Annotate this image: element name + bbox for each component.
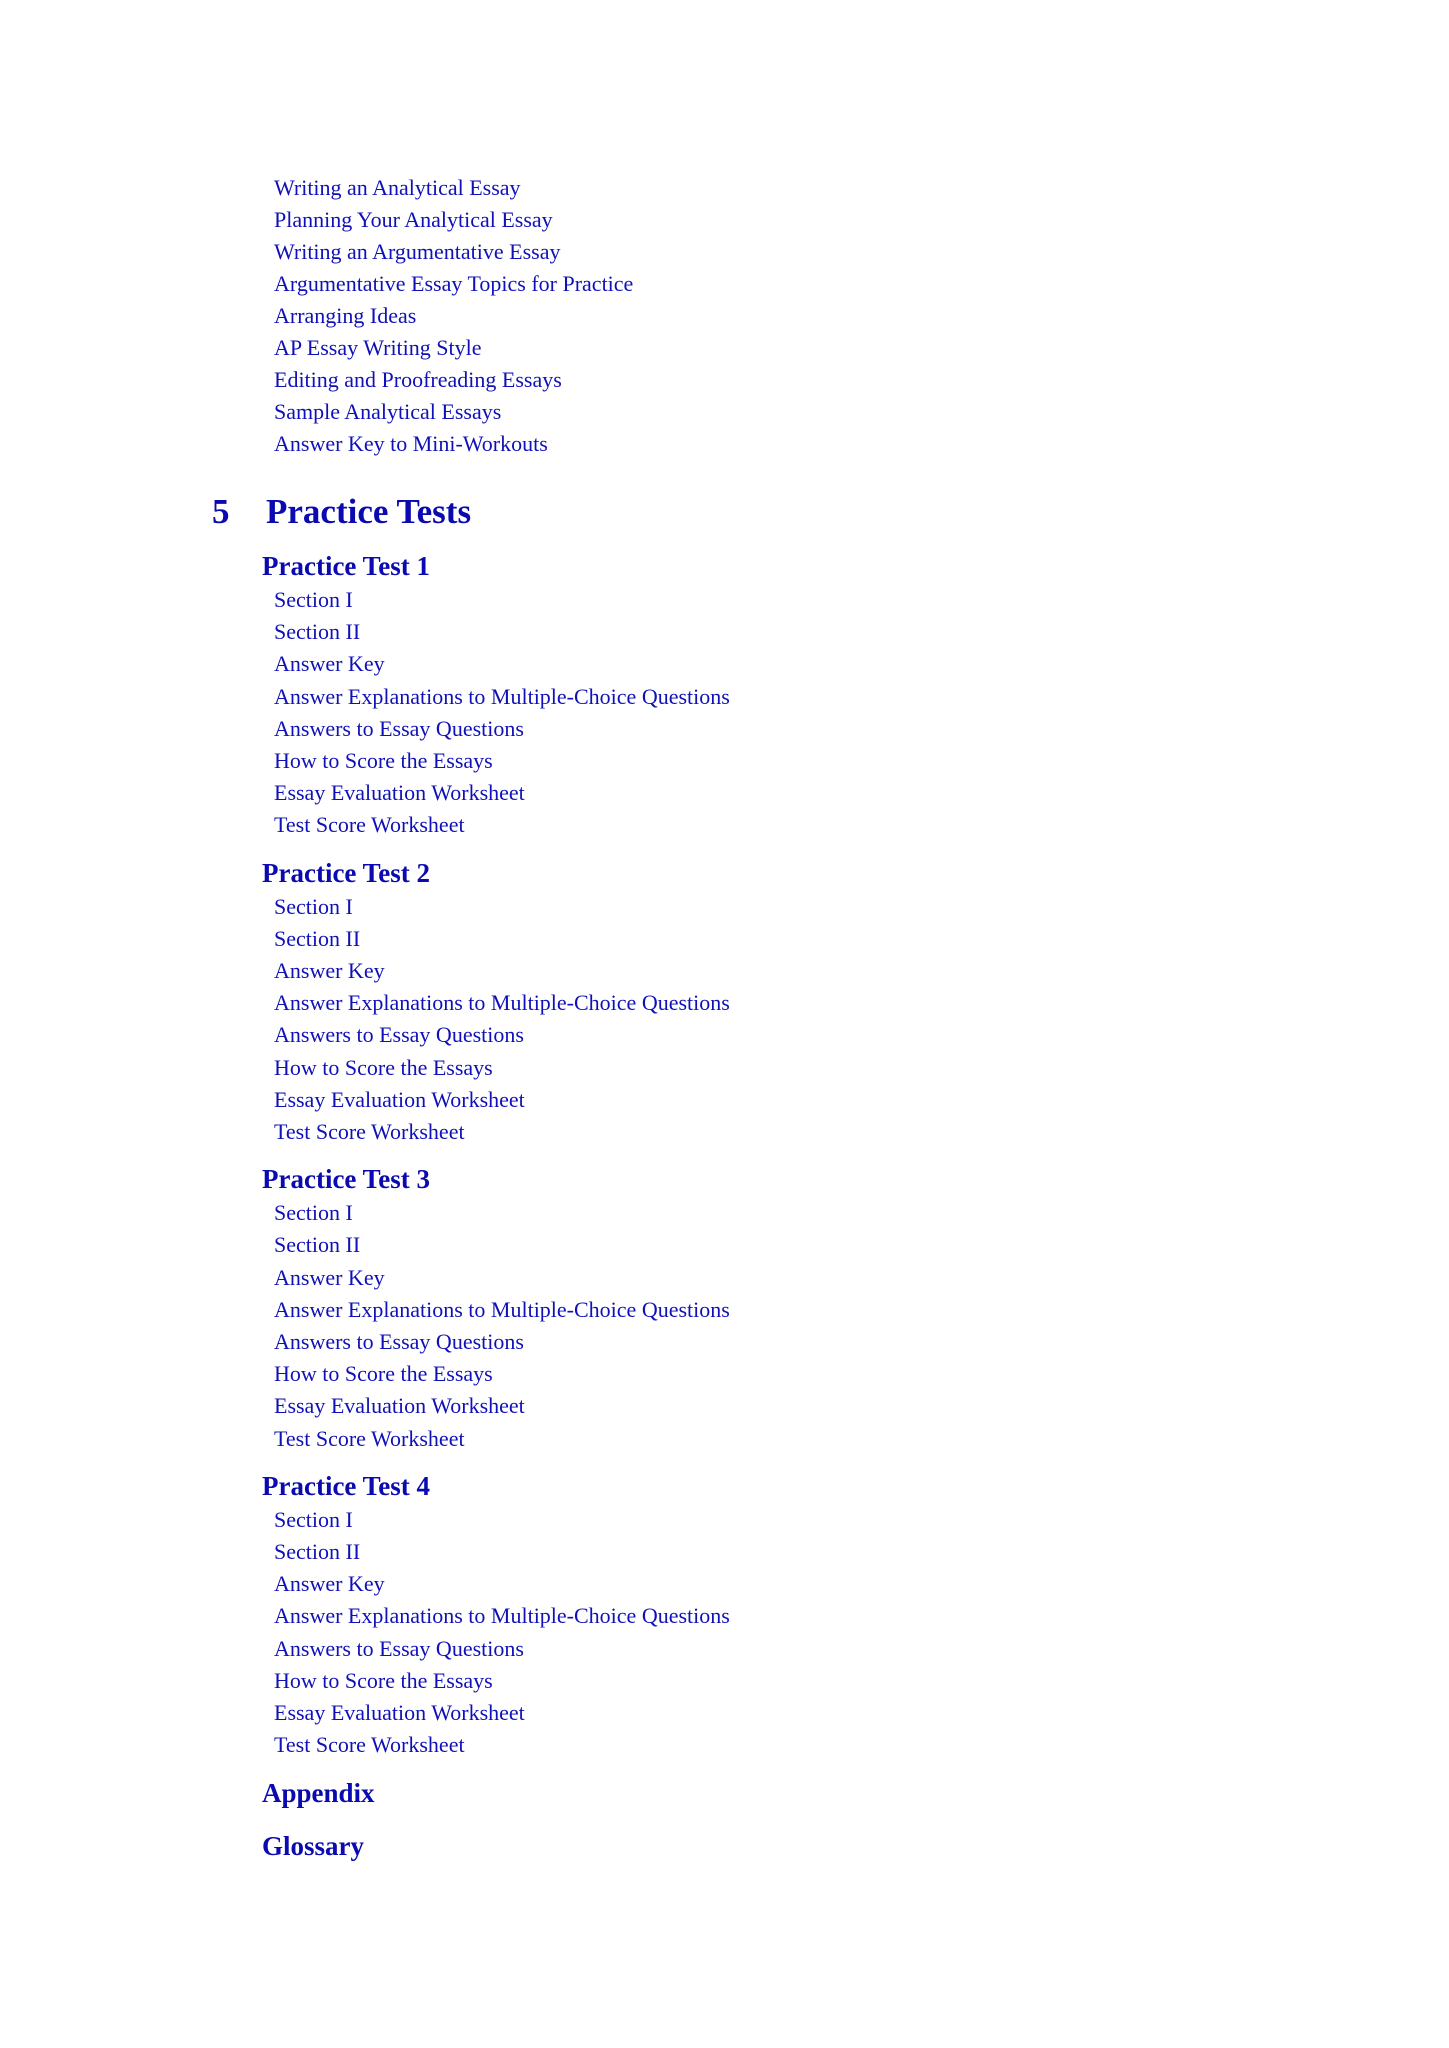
toc-link[interactable]: Answer Key to Mini-Workouts	[274, 431, 548, 456]
toc-link[interactable]: Answer Key	[274, 1571, 385, 1597]
toc-link[interactable]: Test Score Worksheet	[274, 1119, 465, 1145]
toc-link[interactable]: How to Score the Essays	[274, 748, 493, 774]
toc-link[interactable]: Planning Your Analytical Essay	[274, 207, 553, 232]
practice-test-3-block	[262, 1161, 1162, 1455]
toc-link[interactable]: How to Score the Essays	[274, 1361, 493, 1387]
toc-link[interactable]: How to Score the Essays	[274, 1054, 493, 1080]
toc-link[interactable]: Essay Evaluation Worksheet	[274, 1393, 525, 1419]
toc-link[interactable]: Answer Explanations to Multiple-Choice Questions	[274, 1603, 730, 1629]
practice-tests-section-list	[262, 548, 1162, 1881]
toc-link[interactable]: Test Score Worksheet	[274, 1425, 465, 1451]
practice-test-1-title[interactable]: Practice Test 1	[262, 551, 430, 581]
toc-link[interactable]: Section II	[274, 619, 361, 645]
toc-link[interactable]: Section II	[274, 1539, 361, 1565]
toc-link[interactable]: Section I	[274, 893, 353, 919]
practice-test-1-items	[262, 584, 1162, 842]
practice-test-4-title[interactable]: Practice Test 4	[262, 1470, 430, 1501]
toc-link[interactable]: Essay Evaluation Worksheet	[274, 1700, 525, 1726]
practice-test-3-items	[262, 1197, 1162, 1455]
toc-link[interactable]: Test Score Worksheet	[274, 1732, 465, 1758]
toc-link[interactable]: Answer Key	[274, 1264, 385, 1290]
toc-link[interactable]: Answers to Essay Questions	[274, 715, 524, 741]
glossary-link[interactable]: Glossary	[262, 1830, 365, 1861]
toc-link[interactable]: Arranging Ideas	[274, 303, 417, 328]
toc-link[interactable]: Sample Analytical Essays	[274, 399, 502, 424]
toc-link[interactable]: Argumentative Essay Topics for Practice	[274, 271, 634, 296]
toc-link[interactable]: Essay Evaluation Worksheet	[274, 780, 525, 806]
appendix-link[interactable]: Appendix	[262, 1777, 375, 1808]
toc-link[interactable]: Answer Key	[274, 651, 385, 677]
toc-link[interactable]: Editing and Proofreading Essays	[274, 367, 562, 392]
toc-link[interactable]: Answer Key	[274, 958, 385, 984]
toc-link[interactable]: Answer Explanations to Multiple-Choice Questions	[274, 990, 730, 1016]
toc-link[interactable]: Essay Evaluation Worksheet	[274, 1086, 525, 1112]
toc-link[interactable]: Writing an Argumentative Essay	[274, 239, 561, 264]
practice-test-3-title[interactable]: Practice Test 3	[262, 1164, 430, 1195]
practice-test-4-block	[262, 1468, 1162, 1762]
practice-test-2-block	[262, 855, 1162, 1149]
chapter-number: 5	[212, 492, 230, 531]
toc-link[interactable]: Test Score Worksheet	[274, 812, 465, 838]
toc-link[interactable]: How to Score the Essays	[274, 1667, 493, 1693]
practice-test-1-block	[262, 548, 1162, 842]
toc-link[interactable]: Answers to Essay Questions	[274, 1635, 524, 1661]
toc-link[interactable]: Answers to Essay Questions	[274, 1022, 524, 1048]
toc-link[interactable]: Section II	[274, 925, 361, 951]
toc-link[interactable]: Answers to Essay Questions	[274, 1329, 524, 1355]
toc-link[interactable]: Section I	[274, 587, 353, 612]
toc-link[interactable]: Writing an Analytical Essay	[274, 175, 521, 200]
chapter-heading[interactable]	[212, 487, 471, 537]
toc-link[interactable]: Section I	[274, 1200, 353, 1226]
toc-link[interactable]: Answer Explanations to Multiple-Choice Questions	[274, 683, 730, 709]
essay-writing-subsection-list	[274, 172, 633, 460]
practice-test-2-items	[262, 891, 1162, 1149]
toc-link[interactable]: AP Essay Writing Style	[274, 335, 482, 360]
chapter-title: Practice Tests	[266, 492, 472, 531]
practice-test-2-title[interactable]: Practice Test 2	[262, 857, 430, 888]
practice-test-4-items	[262, 1504, 1162, 1762]
toc-link[interactable]: Section I	[274, 1506, 353, 1532]
toc-link[interactable]: Section II	[274, 1232, 361, 1258]
toc-link[interactable]: Answer Explanations to Multiple-Choice Questions	[274, 1296, 730, 1322]
